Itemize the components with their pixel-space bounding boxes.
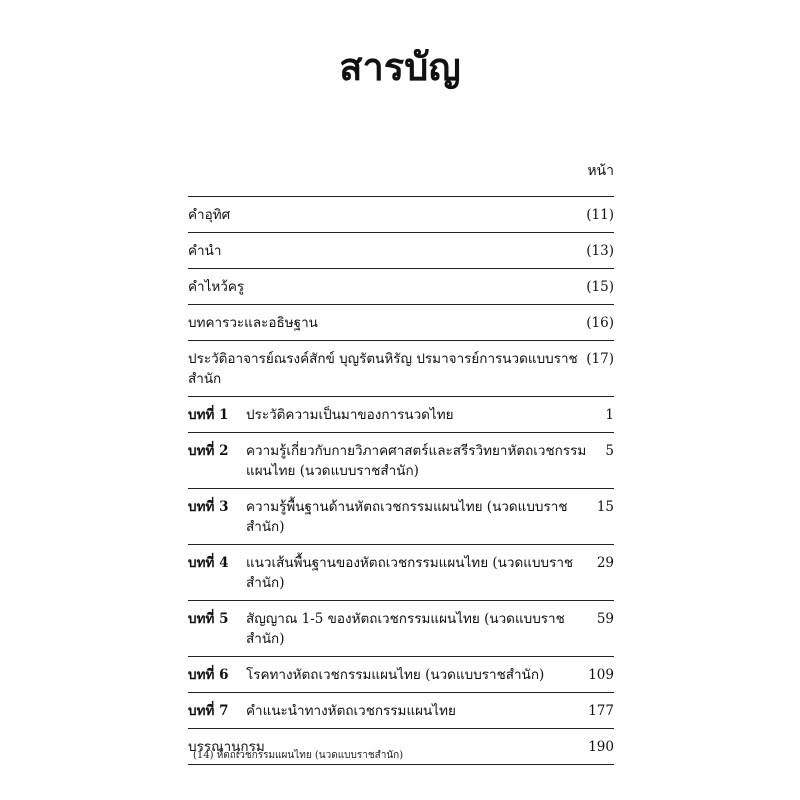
toc-row-chapter-1 <box>188 397 614 433</box>
toc-entry-page: (15) <box>586 279 614 295</box>
toc-row-chapter-6 <box>188 657 614 693</box>
chapter-title: สัญญาณ 1-5 ของหัตถเวชกรรมแผนไทย (นวดแบบราชสำนัก) <box>246 611 565 647</box>
chapter-title: โรคทางหัตถเวชกรรมแผนไทย (นวดแบบราชสำนัก) <box>246 667 545 683</box>
toc-row-chapter-4 <box>188 545 614 601</box>
chapter-label: บทที่ 4 <box>188 555 229 571</box>
chapter-page: 15 <box>596 499 614 515</box>
toc-entry-page: (16) <box>586 315 614 331</box>
table-of-contents <box>188 196 614 765</box>
chapter-title: ความรู้เกี่ยวกับกายวิภาคศาสตร์และสรีรวิทยาหัตถเวชกรรมแผนไทย (นวดแบบราชสำนัก) <box>246 443 587 479</box>
chapter-label: บทที่ 1 <box>188 407 229 423</box>
page-title: สารบัญ <box>339 45 461 89</box>
toc-entry-title: คำไหว้ครู <box>188 279 245 295</box>
toc-row-homage <box>188 269 614 305</box>
chapter-title: แนวเส้นพื้นฐานของหัตถเวชกรรมแผนไทย (นวดแบบราชสำนัก) <box>246 555 574 591</box>
toc-row-prayer <box>188 305 614 341</box>
toc-entry-page: (13) <box>586 243 614 259</box>
toc-row-preface <box>188 233 614 269</box>
toc-entry-title: บทคารวะและอธิษฐาน <box>188 315 318 331</box>
page-footer: (14) หัตถเวชกรรมแผนไทย (นวดแบบราชสำนัก) <box>193 750 404 761</box>
toc-row-chapter-5 <box>188 601 614 657</box>
chapter-title: ประวัติความเป็นมาของการนวดไทย <box>246 407 454 423</box>
toc-entry-title: ประวัติอาจารย์ณรงค์สักข์ บุญรัตนหิรัญ ปรมาจารย์การนวดแบบราชสำนัก <box>188 351 578 387</box>
chapter-title: คำแนะนำทางหัตถเวชกรรมแผนไทย <box>246 703 456 719</box>
chapter-page: 109 <box>588 667 614 683</box>
chapter-label: บทที่ 5 <box>188 611 229 627</box>
toc-row-chapter-3 <box>188 489 614 545</box>
chapter-page: 177 <box>588 703 614 719</box>
chapter-page: 5 <box>605 443 614 459</box>
chapter-title: ความรู้พื้นฐานด้านหัตถเวชกรรมแผนไทย (นวดแบบราชสำนัก) <box>246 499 568 535</box>
chapter-page: 1 <box>605 407 614 423</box>
chapter-label: บทที่ 3 <box>188 499 229 515</box>
toc-row-chapter-7 <box>188 693 614 729</box>
toc-entry-page: (11) <box>586 207 614 223</box>
toc-entry-title: บรรณานุกรม <box>188 739 265 755</box>
chapter-label: บทที่ 6 <box>188 667 229 683</box>
toc-entry-page: (17) <box>586 351 614 367</box>
toc-entry-title: คำนำ <box>188 243 222 259</box>
page-column-label: หน้า <box>587 163 614 179</box>
toc-row-biography <box>188 341 614 397</box>
chapter-page: 29 <box>596 555 614 571</box>
toc-entry-page: 190 <box>588 739 614 755</box>
toc-row-chapter-2 <box>188 433 614 489</box>
toc-row-dedication <box>188 197 614 233</box>
toc-entry-title: คำอุทิศ <box>188 207 231 223</box>
chapter-page: 59 <box>596 611 614 627</box>
chapter-label: บทที่ 2 <box>188 443 229 459</box>
chapter-label: บทที่ 7 <box>188 703 229 719</box>
